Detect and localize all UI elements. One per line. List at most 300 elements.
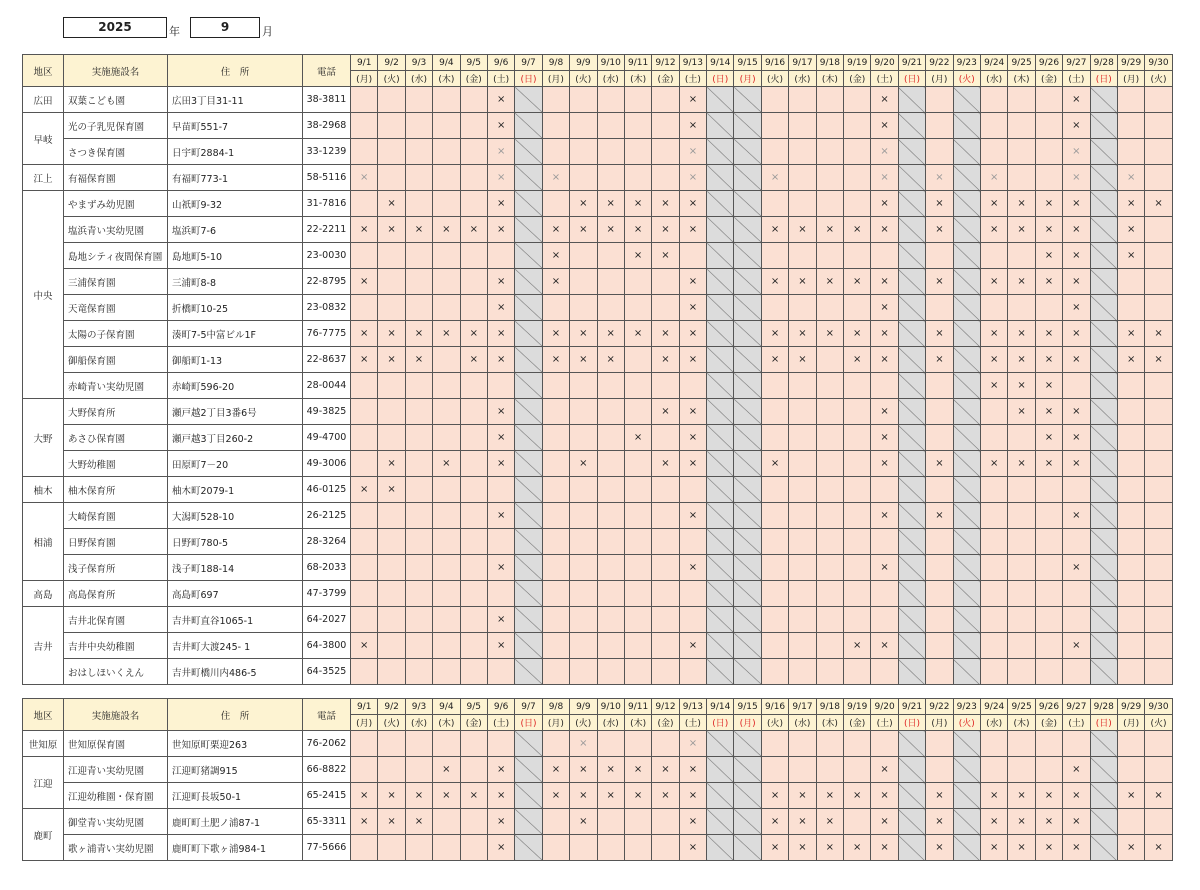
closed-mark: × [679, 451, 706, 477]
day-cell [980, 757, 1007, 783]
day-cell [351, 425, 378, 451]
day-cell [624, 165, 651, 191]
day-cell [707, 607, 734, 633]
day-cell [652, 503, 679, 529]
day-cell [624, 607, 651, 633]
day-cell [542, 295, 569, 321]
day-cell [761, 555, 788, 581]
day-cell [351, 607, 378, 633]
facility-name: 江迎青い実幼児園 [64, 757, 168, 783]
facility-address: 浅子町188-14 [168, 555, 303, 581]
day-weekday: (金) [844, 71, 871, 87]
day-cell [624, 581, 651, 607]
day-cell [542, 87, 569, 113]
day-weekday: (火) [1145, 71, 1172, 87]
day-cell [789, 87, 816, 113]
facility-name: 日野保育園 [64, 529, 168, 555]
day-cell [652, 113, 679, 139]
closed-mark: × [1117, 165, 1144, 191]
closed-mark: × [1117, 347, 1144, 373]
day-cell [1090, 633, 1117, 659]
day-cell [761, 373, 788, 399]
closed-mark: × [679, 139, 706, 165]
day-cell [1145, 607, 1172, 633]
closed-mark: × [1063, 809, 1090, 835]
facility-tel: 76-2062 [303, 731, 351, 757]
closed-mark: × [679, 835, 706, 861]
day-cell [707, 783, 734, 809]
day-weekday: (水) [405, 71, 432, 87]
day-cell [1145, 295, 1172, 321]
facility-tel: 31-7816 [303, 191, 351, 217]
day-cell [460, 555, 487, 581]
closed-mark: × [351, 347, 378, 373]
day-cell [898, 243, 925, 269]
day-cell [351, 451, 378, 477]
day-cell [871, 607, 898, 633]
facility-tel: 58-5116 [303, 165, 351, 191]
day-cell [542, 659, 569, 685]
facility-name: 高島保育所 [64, 581, 168, 607]
closed-mark: × [679, 347, 706, 373]
day-cell [515, 783, 542, 809]
day-cell [405, 555, 432, 581]
day-date: 9/19 [844, 55, 871, 71]
day-cell [460, 295, 487, 321]
closed-mark: × [1063, 347, 1090, 373]
closed-mark: × [652, 757, 679, 783]
day-cell [624, 659, 651, 685]
day-weekday: (水) [789, 71, 816, 87]
day-cell [707, 191, 734, 217]
day-date: 9/6 [487, 55, 514, 71]
day-weekday: (月) [734, 715, 761, 731]
day-cell [1008, 295, 1035, 321]
day-cell [926, 555, 953, 581]
closed-mark: × [1063, 321, 1090, 347]
day-date: 9/16 [761, 55, 788, 71]
closed-mark: × [761, 835, 788, 861]
closed-mark: × [624, 425, 651, 451]
day-weekday: (日) [707, 71, 734, 87]
closed-mark: × [1035, 243, 1062, 269]
closed-mark: × [926, 503, 953, 529]
day-cell [460, 243, 487, 269]
closed-mark: × [378, 809, 405, 835]
day-cell [1035, 165, 1062, 191]
day-cell [761, 87, 788, 113]
day-cell [898, 555, 925, 581]
closed-mark: × [487, 555, 514, 581]
day-cell [980, 113, 1007, 139]
day-cell [953, 581, 980, 607]
day-cell [898, 399, 925, 425]
closed-mark: × [926, 269, 953, 295]
day-cell [405, 425, 432, 451]
day-cell [1008, 633, 1035, 659]
table-row [23, 425, 1173, 451]
day-cell [351, 581, 378, 607]
day-cell [515, 217, 542, 243]
closed-mark: × [351, 477, 378, 503]
facility-name: 浅子保育所 [64, 555, 168, 581]
day-cell [1145, 529, 1172, 555]
day-cell [515, 321, 542, 347]
facility-name: 三浦保育園 [64, 269, 168, 295]
closed-mark: × [1063, 243, 1090, 269]
day-cell [707, 295, 734, 321]
closed-mark: × [679, 503, 706, 529]
day-cell [1008, 607, 1035, 633]
day-weekday: (土) [487, 715, 514, 731]
closed-mark: × [1008, 835, 1035, 861]
table-row [23, 217, 1173, 243]
day-cell [734, 373, 761, 399]
day-weekday: (日) [1090, 71, 1117, 87]
day-cell [980, 425, 1007, 451]
day-cell [597, 529, 624, 555]
day-weekday: (木) [1008, 715, 1035, 731]
closed-mark: × [460, 347, 487, 373]
day-weekday: (月) [1117, 71, 1144, 87]
day-cell [624, 87, 651, 113]
day-cell [1035, 659, 1062, 685]
day-cell [1008, 139, 1035, 165]
day-cell [1117, 269, 1144, 295]
day-cell [1063, 731, 1090, 757]
day-cell [926, 607, 953, 633]
facility-address: 江迎町長坂50-1 [168, 783, 303, 809]
closed-mark: × [789, 809, 816, 835]
day-cell [898, 529, 925, 555]
day-cell [1117, 477, 1144, 503]
closed-mark: × [789, 347, 816, 373]
day-cell [898, 87, 925, 113]
closed-mark: × [433, 321, 460, 347]
closed-mark: × [1008, 321, 1035, 347]
day-cell [1117, 295, 1144, 321]
day-cell [515, 295, 542, 321]
day-cell [734, 757, 761, 783]
day-cell [351, 659, 378, 685]
day-cell [844, 757, 871, 783]
closed-mark: × [1145, 321, 1172, 347]
day-cell [515, 809, 542, 835]
closed-mark: × [871, 633, 898, 659]
closed-mark: × [679, 191, 706, 217]
day-cell [624, 835, 651, 861]
closed-mark: × [1063, 191, 1090, 217]
day-cell [433, 347, 460, 373]
day-cell [871, 243, 898, 269]
day-cell [405, 731, 432, 757]
day-cell [707, 165, 734, 191]
day-cell [405, 113, 432, 139]
day-cell [351, 87, 378, 113]
day-weekday: (木) [1008, 71, 1035, 87]
day-cell [1145, 373, 1172, 399]
closed-mark: × [597, 321, 624, 347]
day-cell [789, 191, 816, 217]
day-cell [652, 139, 679, 165]
day-cell [953, 295, 980, 321]
day-cell [597, 581, 624, 607]
day-cell [734, 835, 761, 861]
day-cell [542, 731, 569, 757]
facility-tel: 76-7775 [303, 321, 351, 347]
closed-mark: × [1063, 295, 1090, 321]
closed-mark: × [652, 783, 679, 809]
day-cell [597, 633, 624, 659]
day-cell [953, 607, 980, 633]
closed-mark: × [926, 809, 953, 835]
closed-mark: × [624, 243, 651, 269]
closed-mark: × [980, 191, 1007, 217]
table-row [23, 451, 1173, 477]
day-weekday: (水) [789, 715, 816, 731]
day-cell [405, 835, 432, 861]
facility-tel: 65-2415 [303, 783, 351, 809]
day-date: 9/8 [542, 55, 569, 71]
table-row [23, 581, 1173, 607]
day-cell [707, 757, 734, 783]
day-weekday: (月) [926, 715, 953, 731]
closed-mark: × [871, 139, 898, 165]
closed-mark: × [980, 217, 1007, 243]
day-cell [597, 399, 624, 425]
closed-mark: × [351, 165, 378, 191]
day-cell [1035, 295, 1062, 321]
day-cell [926, 113, 953, 139]
day-cell [789, 425, 816, 451]
day-cell [542, 477, 569, 503]
day-cell [1090, 113, 1117, 139]
day-cell [460, 399, 487, 425]
day-cell [980, 633, 1007, 659]
day-weekday: (金) [1035, 715, 1062, 731]
col-header-tel: 電話 [303, 55, 351, 87]
day-cell [816, 555, 843, 581]
table-row [23, 757, 1173, 783]
day-cell [1035, 113, 1062, 139]
day-cell [898, 783, 925, 809]
day-cell [734, 269, 761, 295]
facility-name: 大崎保育園 [64, 503, 168, 529]
day-cell [1090, 217, 1117, 243]
facility-tel: 28-3264 [303, 529, 351, 555]
day-cell [1117, 139, 1144, 165]
day-cell [898, 191, 925, 217]
day-cell [515, 607, 542, 633]
day-cell [1090, 809, 1117, 835]
day-cell [405, 399, 432, 425]
day-cell [844, 139, 871, 165]
day-cell [597, 835, 624, 861]
closed-mark: × [679, 809, 706, 835]
day-cell [707, 809, 734, 835]
col-header-facility: 実施施設名 [64, 55, 168, 87]
closed-mark: × [624, 783, 651, 809]
day-cell [953, 731, 980, 757]
col-header-address: 住 所 [168, 699, 303, 731]
day-cell [953, 321, 980, 347]
table-row [23, 321, 1173, 347]
closed-mark: × [487, 191, 514, 217]
day-cell [624, 269, 651, 295]
day-cell [624, 809, 651, 835]
day-cell [816, 477, 843, 503]
day-cell [871, 731, 898, 757]
closed-mark: × [844, 783, 871, 809]
facility-address: 吉井町橋川内486-5 [168, 659, 303, 685]
closed-mark: × [351, 321, 378, 347]
day-cell [844, 425, 871, 451]
closed-mark: × [405, 809, 432, 835]
day-cell [816, 451, 843, 477]
facility-name: 吉井中央幼稚園 [64, 633, 168, 659]
day-cell [1035, 555, 1062, 581]
day-cell [898, 731, 925, 757]
day-cell [816, 373, 843, 399]
day-cell [624, 113, 651, 139]
day-cell [816, 139, 843, 165]
day-cell [624, 555, 651, 581]
closed-mark: × [542, 321, 569, 347]
area-cell: 早岐 [23, 113, 64, 165]
table-row [23, 113, 1173, 139]
closed-mark: × [871, 757, 898, 783]
day-cell [378, 243, 405, 269]
day-cell [761, 477, 788, 503]
day-cell [789, 113, 816, 139]
closed-mark: × [1035, 373, 1062, 399]
day-cell [789, 451, 816, 477]
day-cell [405, 191, 432, 217]
day-cell [405, 607, 432, 633]
facility-name: 島地シティ夜間保育園 [64, 243, 168, 269]
day-cell [953, 347, 980, 373]
day-weekday: (水) [597, 715, 624, 731]
closed-mark: × [871, 165, 898, 191]
closed-mark: × [1008, 809, 1035, 835]
day-cell [1035, 529, 1062, 555]
closed-mark: × [433, 757, 460, 783]
day-cell [926, 659, 953, 685]
day-cell [652, 295, 679, 321]
day-cell [405, 165, 432, 191]
facility-name: 大野保育所 [64, 399, 168, 425]
day-cell [707, 373, 734, 399]
day-cell [816, 165, 843, 191]
day-cell [652, 477, 679, 503]
area-cell: 高島 [23, 581, 64, 607]
day-cell [816, 503, 843, 529]
closed-mark: × [1117, 783, 1144, 809]
day-cell [1090, 165, 1117, 191]
day-cell [460, 633, 487, 659]
day-cell [460, 757, 487, 783]
day-cell [1117, 757, 1144, 783]
day-cell [926, 139, 953, 165]
day-cell [734, 399, 761, 425]
col-header-area: 地区 [23, 699, 64, 731]
facility-tel: 33-1239 [303, 139, 351, 165]
day-cell [734, 529, 761, 555]
day-cell [1117, 113, 1144, 139]
day-date: 9/7 [515, 55, 542, 71]
day-cell [1090, 321, 1117, 347]
day-date: 9/29 [1117, 55, 1144, 71]
day-cell [460, 191, 487, 217]
day-cell [1035, 757, 1062, 783]
facility-address: 日宇町2884-1 [168, 139, 303, 165]
day-weekday: (木) [433, 71, 460, 87]
closed-mark: × [487, 835, 514, 861]
closed-mark: × [871, 503, 898, 529]
day-cell [433, 633, 460, 659]
day-cell [1008, 503, 1035, 529]
closed-mark: × [378, 783, 405, 809]
day-cell [570, 607, 597, 633]
facility-address: 大潟町528-10 [168, 503, 303, 529]
closed-mark: × [1145, 191, 1172, 217]
closed-mark: × [679, 87, 706, 113]
day-cell [351, 191, 378, 217]
day-cell [953, 113, 980, 139]
day-date: 9/24 [980, 55, 1007, 71]
day-cell [433, 139, 460, 165]
day-cell [1008, 87, 1035, 113]
day-cell [515, 503, 542, 529]
closed-mark: × [487, 607, 514, 633]
closed-mark: × [871, 555, 898, 581]
day-cell [1090, 477, 1117, 503]
day-weekday: (金) [844, 715, 871, 731]
day-cell [378, 835, 405, 861]
closed-mark: × [844, 217, 871, 243]
day-cell [734, 633, 761, 659]
day-cell [433, 165, 460, 191]
day-cell [1008, 529, 1035, 555]
area-cell: 世知原 [23, 731, 64, 757]
closed-mark: × [1117, 243, 1144, 269]
day-cell [378, 87, 405, 113]
closed-mark: × [542, 269, 569, 295]
day-cell [1090, 607, 1117, 633]
facility-tel: 64-3800 [303, 633, 351, 659]
closed-mark: × [1008, 783, 1035, 809]
day-date: 9/13 [679, 55, 706, 71]
day-cell [597, 425, 624, 451]
closed-mark: × [926, 191, 953, 217]
day-weekday: (土) [1063, 71, 1090, 87]
day-date: 9/2 [378, 699, 405, 715]
closed-mark: × [761, 217, 788, 243]
day-cell [789, 607, 816, 633]
day-cell [789, 581, 816, 607]
day-cell [953, 191, 980, 217]
closed-mark: × [487, 269, 514, 295]
closed-mark: × [980, 373, 1007, 399]
day-date: 9/30 [1145, 699, 1172, 715]
day-cell [953, 757, 980, 783]
day-cell [1090, 757, 1117, 783]
day-cell [433, 113, 460, 139]
day-cell [624, 731, 651, 757]
day-cell [624, 295, 651, 321]
day-cell [816, 607, 843, 633]
day-cell [1035, 581, 1062, 607]
